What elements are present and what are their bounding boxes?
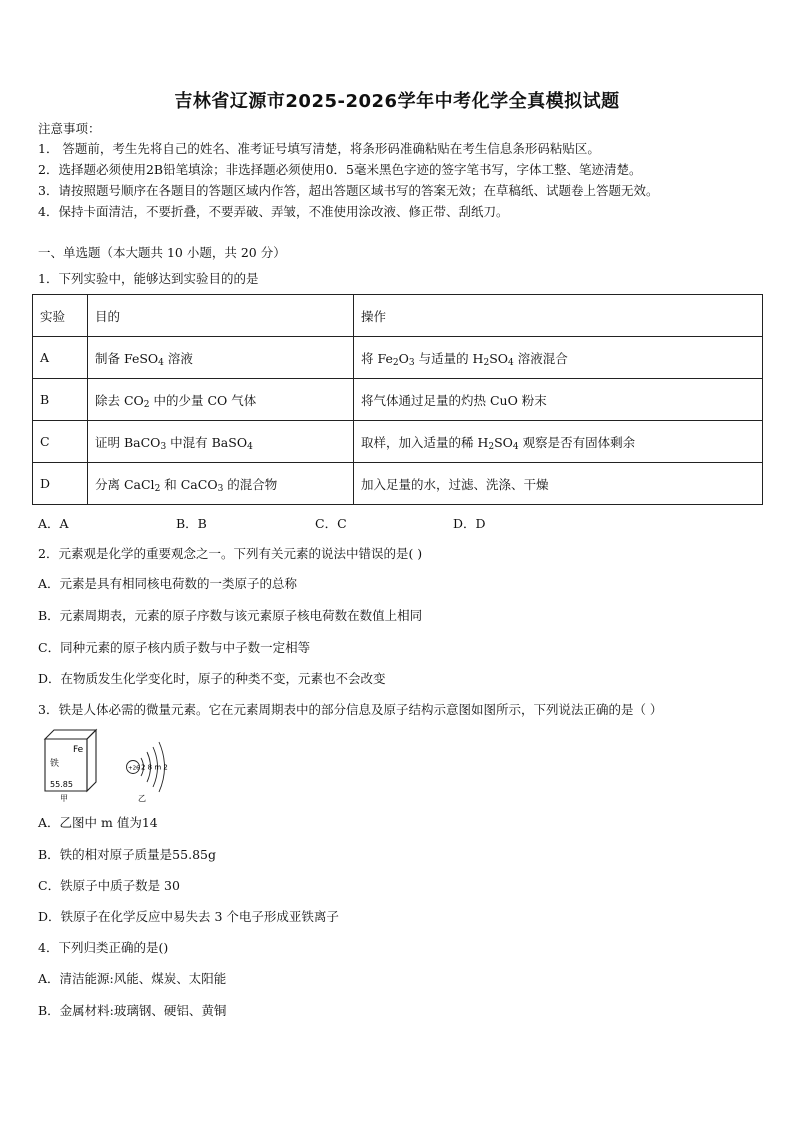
formula-text: 将 Fe xyxy=(361,350,393,366)
table-header-row xyxy=(33,295,763,337)
row-label: A xyxy=(33,337,88,379)
formula-text: 加入足量的水，过滤、洗涤、干燥 xyxy=(361,476,549,492)
question-3-stem: 3．铁是人体必需的微量元素。它在元素周期表中的部分信息及原子结构示意图如图所示，下列说法正确的是（ ） xyxy=(38,702,663,717)
formula-text: 的混合物 xyxy=(223,476,278,492)
formula-text: 中的少量 CO 气体 xyxy=(149,392,257,408)
formula-text: O xyxy=(398,350,409,366)
formula-subscript: 2 xyxy=(488,441,495,452)
row-operation xyxy=(354,421,763,463)
question-1-stem: 1．下列实验中，能够达到实验目的的是 xyxy=(38,271,259,286)
shell-electrons: 2 8 m 2 xyxy=(141,763,168,772)
formula-text: 分离 CaCl xyxy=(95,476,155,492)
q2-option: D．在物质发生化学变化时，原子的种类不变，元素也不会改变 xyxy=(38,671,386,686)
header-experiment: 实验 xyxy=(33,295,88,337)
header-operation: 操作 xyxy=(354,295,763,337)
q3-option: B．铁的相对原子质量是55.85g xyxy=(38,847,216,862)
formula-text: 溶液混合 xyxy=(513,350,568,366)
formula-text: 与适量的 H xyxy=(414,350,484,366)
formula-subscript: 3 xyxy=(217,483,224,494)
q4-option: A．清洁能源:风能、煤炭、太阳能 xyxy=(38,971,227,986)
table-row xyxy=(33,337,763,379)
figure-label-b: 乙 xyxy=(138,794,146,803)
q3-option: D．铁原子在化学反应中易失去 3 个电子形成亚铁离子 xyxy=(38,909,339,924)
page-title: 吉林省辽源市2025-2026学年中考化学全真模拟试题 xyxy=(174,91,620,112)
row-label: B xyxy=(33,379,88,421)
formula-text: 中混有 BaSO xyxy=(166,434,248,450)
notice-item: 4．保持卡面清洁，不要折叠，不要弄破、弄皱，不准使用涂改液、修正带、刮纸刀。 xyxy=(38,204,509,219)
iron-atom-figure xyxy=(40,725,180,807)
row-operation xyxy=(354,463,763,505)
q2-option: A．元素是具有相同核电荷数的一类原子的总称 xyxy=(38,576,298,591)
row-operation xyxy=(354,337,763,379)
formula-subscript: 2 xyxy=(154,483,161,494)
formula-text: 和 CaCO xyxy=(160,476,218,492)
formula-subscript: 4 xyxy=(158,357,164,368)
q2-option: C．同种元素的原子核内质子数与中子数一定相等 xyxy=(38,640,311,655)
element-name: 铁 xyxy=(50,759,60,769)
formula-subscript: 2 xyxy=(143,399,150,410)
element-symbol: Fe xyxy=(73,745,84,755)
row-goal xyxy=(88,379,354,421)
row-goal xyxy=(88,421,354,463)
table-row xyxy=(33,421,763,463)
row-goal xyxy=(88,463,354,505)
notice-item: 2．选择题必须使用2B铅笔填涂；非选择题必须使用0．5毫米黑色字迹的签字笔书写，字体工整、笔迹清楚。 xyxy=(38,162,642,177)
formula-subscript: 3 xyxy=(408,357,415,368)
formula-subscript: 4 xyxy=(247,441,253,452)
section-heading: 一、单选题（本大题共 10 小题，共 20 分） xyxy=(38,245,286,260)
formula-text: 观察是否有固体剩余 xyxy=(518,434,636,450)
formula-text: 取样，加入适量的稀 H xyxy=(361,434,489,450)
atom-structure-diagram xyxy=(127,742,168,792)
q1-option-d: D．D xyxy=(453,516,486,531)
row-goal xyxy=(88,337,354,379)
formula-subscript: 3 xyxy=(160,441,167,452)
formula-text: 除去 CO xyxy=(95,392,144,408)
formula-text: 将气体通过足量的灼热 CuO 粉末 xyxy=(361,392,547,408)
q1-option-a: A．A xyxy=(38,516,69,531)
experiment-table xyxy=(32,294,763,505)
table-row xyxy=(33,463,763,505)
notice-item: 3．请按照题号顺序在各题目的答题区域内作答，超出答题区域书写的答案无效；在草稿纸、试题卷上答题无效。 xyxy=(38,183,659,198)
row-operation xyxy=(354,379,763,421)
atomic-mass: 55.85 xyxy=(50,780,73,789)
figure-label-a: 甲 xyxy=(60,794,68,803)
q4-option: B．金属材料:玻璃钢、硬铝、黄铜 xyxy=(38,1003,227,1018)
q3-option: C．铁原子中质子数是 30 xyxy=(38,878,180,893)
formula-text: 溶液 xyxy=(163,350,193,366)
nuclear-charge: +26 xyxy=(128,765,140,772)
formula-text: SO xyxy=(494,434,513,450)
q1-option-b: B．B xyxy=(176,516,207,531)
formula-text: 制备 FeSO xyxy=(95,350,159,366)
formula-subscript: 4 xyxy=(512,441,519,452)
q3-option: A．乙图中 m 值为14 xyxy=(38,815,158,830)
table-row xyxy=(33,379,763,421)
formula-text: 证明 BaCO xyxy=(95,434,161,450)
q1-option-c: C．C xyxy=(315,516,347,531)
header-goal: 目的 xyxy=(88,295,354,337)
formula-subscript: 2 xyxy=(483,357,490,368)
notice-item: 1． 答题前，考生先将自己的姓名、准考证号填写清楚，将条形码准确粘贴在考生信息条形码粘贴区。 xyxy=(38,141,600,156)
formula-subscript: 2 xyxy=(392,357,399,368)
formula-subscript: 4 xyxy=(508,357,514,368)
question-2-stem: 2．元素观是化学的重要观念之一。下列有关元素的说法中错误的是( ) xyxy=(38,546,423,561)
question-4-stem: 4．下列归类正确的是() xyxy=(38,940,169,955)
notice-heading: 注意事项： xyxy=(38,121,101,136)
row-label: D xyxy=(33,463,88,505)
row-label: C xyxy=(33,421,88,463)
q2-option: B．元素周期表，元素的原子序数与该元素原子核电荷数在数值上相同 xyxy=(38,608,423,623)
formula-text: SO xyxy=(489,350,508,366)
